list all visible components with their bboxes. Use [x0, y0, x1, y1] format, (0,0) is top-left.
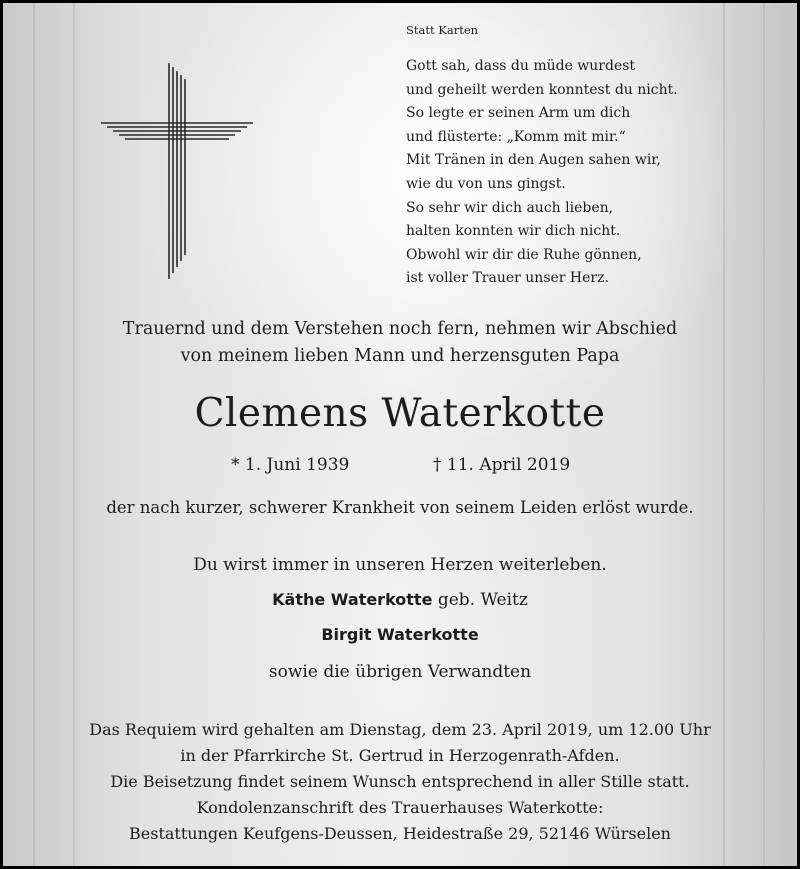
service-line: Das Requiem wird gehalten am Dienstag, dem 23. April 2019, um 12.00 Uhr: [89, 720, 711, 739]
intro-text: [3, 316, 797, 370]
poem-line: und geheilt werden konntest du nicht.: [406, 81, 678, 98]
poem-line: Obwohl wir dir die Ruhe gönnen,: [406, 246, 642, 263]
service-line: Bestattungen Keufgens-Deussen, Heidestraße 29, 52146 Würselen: [129, 824, 671, 843]
service-line: Kondolenzanschrift des Trauerhauses Waterkotte:: [196, 798, 604, 817]
poem: [406, 55, 678, 291]
obituary-notice: [3, 3, 797, 866]
poem-line: So sehr wir dich auch lieben,: [406, 199, 614, 216]
death-date: † 11. April 2019: [433, 455, 571, 475]
poem-line: Mit Tränen in den Augen sahen wir,: [406, 152, 661, 169]
poem-line: Gott sah, dass du müde wurdest: [406, 58, 636, 74]
service-line: Die Beisetzung findet seinem Wunsch entsprechend in aller Stille statt.: [110, 772, 690, 791]
remembrance-text: Du wirst immer in unseren Herzen weiterleben.: [193, 555, 607, 575]
family-daughter: [3, 625, 797, 645]
poem-line: und flüsterte: „Komm mit mir.“: [406, 128, 626, 145]
poem-line: So legte er seinen Arm um dich: [406, 105, 631, 122]
birth-date: * 1. Juni 1939: [231, 455, 350, 475]
poem-line: halten konnten wir dich nicht.: [406, 223, 621, 240]
family-wife: [3, 590, 797, 610]
wife-name: Käthe Waterkotte: [272, 590, 433, 609]
poem-line: wie du von uns gingst.: [406, 175, 566, 192]
cross-icon: [99, 61, 255, 281]
released-text: der nach kurzer, schwerer Krankheit von seinem Leiden erlöst wurde.: [106, 498, 694, 517]
family-others: sowie die übrigen Verwandten: [268, 662, 532, 682]
deceased-name: Clemens Waterkotte: [194, 391, 606, 436]
service-line: in der Pfarrkirche St. Gertrud in Herzogenrath-Afden.: [180, 746, 620, 765]
intro-line: von meinem lieben Mann und herzensguten Papa: [180, 346, 620, 366]
service-info: [3, 717, 797, 847]
daughter-name: Birgit Waterkotte: [321, 625, 479, 644]
header-note: Statt Karten: [406, 23, 479, 37]
poem-line: ist voller Trauer unser Herz.: [406, 270, 609, 287]
intro-line: Trauernd und dem Verstehen noch fern, nehmen wir Abschied: [122, 319, 678, 339]
wife-maiden-name: geb. Weitz: [432, 590, 528, 610]
